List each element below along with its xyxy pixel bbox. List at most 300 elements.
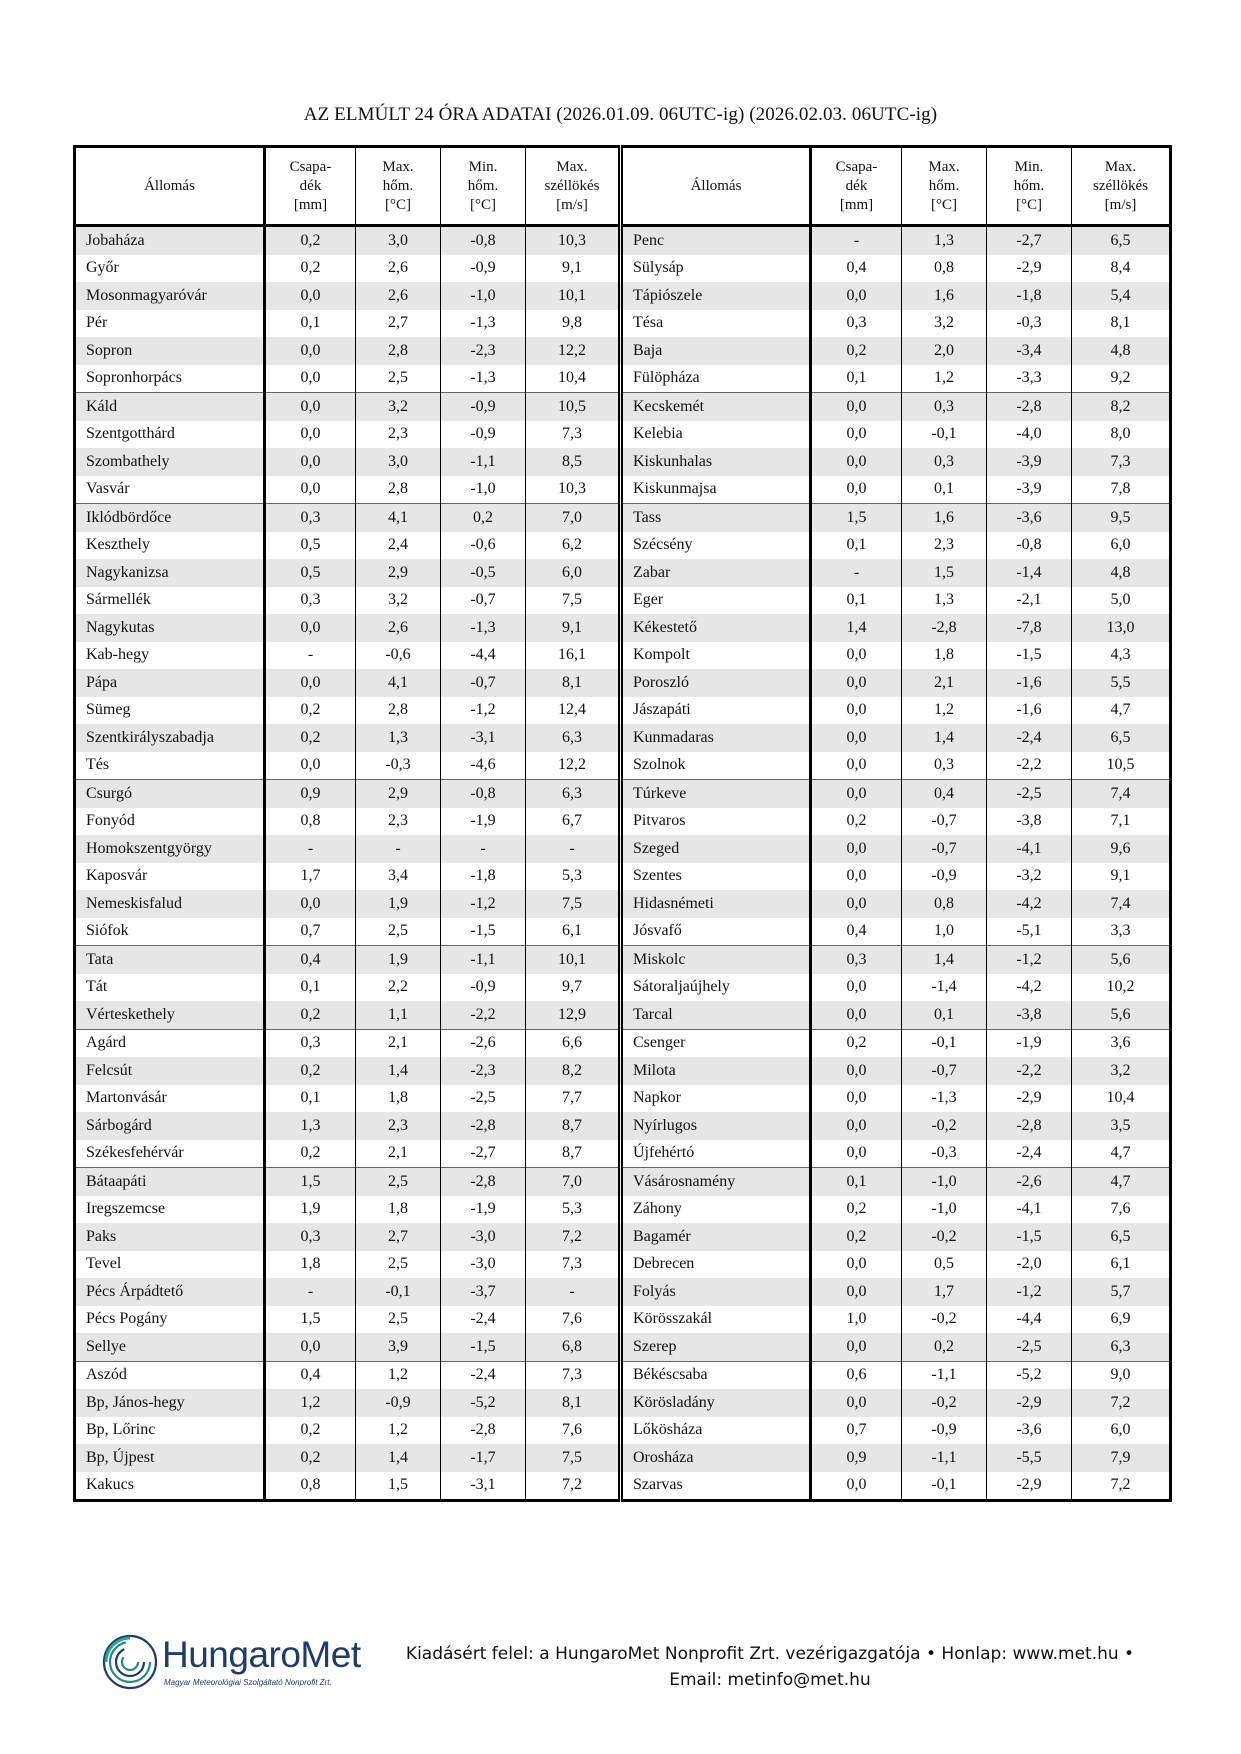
left-precip-value: 0,0 (265, 282, 356, 310)
right-tmax-value: 2,0 (902, 337, 987, 365)
right-station-name: Orosháza (621, 1444, 811, 1472)
right-precip-value: 0,0 (811, 1085, 902, 1113)
right-gust-value: 5,6 (1072, 946, 1171, 974)
header-tmin-right: Min. hőm. [°C] (987, 147, 1072, 226)
left-tmax-value: 1,2 (356, 1417, 441, 1445)
right-gust-value: 6,5 (1072, 724, 1171, 752)
right-precip-value: 0,2 (811, 1223, 902, 1251)
right-gust-value: 4,7 (1072, 1140, 1171, 1168)
right-gust-value: 7,2 (1072, 1389, 1171, 1417)
table-row (75, 310, 1171, 338)
table-row (75, 587, 1171, 615)
right-gust-value: 9,2 (1072, 365, 1171, 393)
table-row (75, 1001, 1171, 1029)
right-station-name: Szerep (621, 1333, 811, 1361)
left-gust-value: 9,7 (526, 974, 621, 1002)
table-row (75, 946, 1171, 974)
right-tmax-value: -1,1 (902, 1361, 987, 1389)
table-row (75, 337, 1171, 365)
right-station-name: Tass (621, 504, 811, 532)
right-tmax-value: 0,3 (902, 448, 987, 476)
left-gust-value: 10,1 (526, 946, 621, 974)
right-tmax-value: -0,3 (902, 1140, 987, 1168)
right-tmax-value: -1,0 (902, 1196, 987, 1224)
left-precip-value: 0,0 (265, 752, 356, 780)
right-gust-value: 6,5 (1072, 1223, 1171, 1251)
left-precip-value: 0,2 (265, 697, 356, 725)
right-tmax-value: 3,2 (902, 310, 987, 338)
left-gust-value: 10,1 (526, 282, 621, 310)
right-tmin-value: -3,2 (987, 863, 1072, 891)
right-precip-value: 0,0 (811, 1112, 902, 1140)
left-tmin-value: -0,8 (441, 780, 526, 808)
left-tmax-value: 2,6 (356, 614, 441, 642)
left-gust-value: 10,3 (526, 476, 621, 504)
table-row (75, 752, 1171, 780)
right-tmax-value: 1,3 (902, 226, 987, 255)
left-tmax-value: 1,8 (356, 1085, 441, 1113)
left-precip-value: 0,8 (265, 1472, 356, 1501)
table-row (75, 282, 1171, 310)
footer-text (390, 1641, 1150, 1693)
left-gust-value: 7,3 (526, 1361, 621, 1389)
right-precip-value: 0,4 (811, 255, 902, 283)
right-tmax-value: -0,7 (902, 835, 987, 863)
right-tmin-value: -2,8 (987, 1112, 1072, 1140)
table-row (75, 1140, 1171, 1168)
right-tmax-value: -0,1 (902, 421, 987, 449)
right-station-name: Szolnok (621, 752, 811, 780)
left-station-name: Iregszemcse (75, 1196, 265, 1224)
left-gust-value: 6,7 (526, 808, 621, 836)
left-station-name: Káld (75, 393, 265, 421)
left-tmin-value: -3,0 (441, 1223, 526, 1251)
right-tmin-value: -2,0 (987, 1251, 1072, 1279)
left-station-name: Paks (75, 1223, 265, 1251)
right-station-name: Miskolc (621, 946, 811, 974)
table-row (75, 780, 1171, 808)
right-precip-value: 0,0 (811, 448, 902, 476)
left-tmin-value: -1,8 (441, 863, 526, 891)
left-station-name: Keszthely (75, 532, 265, 560)
right-precip-value: 0,3 (811, 310, 902, 338)
right-precip-value: 0,7 (811, 1417, 902, 1445)
right-tmax-value: -1,1 (902, 1444, 987, 1472)
left-precip-value: 1,3 (265, 1112, 356, 1140)
right-gust-value: 6,5 (1072, 226, 1171, 255)
right-station-name: Penc (621, 226, 811, 255)
left-tmin-value: -3,1 (441, 724, 526, 752)
left-gust-value: 6,2 (526, 532, 621, 560)
right-tmax-value: 2,1 (902, 669, 987, 697)
footer-line-2: Email: metinfo@met.hu (669, 1670, 871, 1690)
left-tmax-value: 3,2 (356, 587, 441, 615)
left-precip-value: 1,9 (265, 1196, 356, 1224)
right-station-name: Túrkeve (621, 780, 811, 808)
table-row (75, 1168, 1171, 1196)
left-station-name: Szentkirályszabadja (75, 724, 265, 752)
right-tmin-value: -7,8 (987, 614, 1072, 642)
table-row (75, 393, 1171, 421)
left-tmax-value: 2,9 (356, 559, 441, 587)
table-row (75, 1029, 1171, 1057)
right-precip-value: 0,0 (811, 1389, 902, 1417)
right-station-name: Kunmadaras (621, 724, 811, 752)
left-tmax-value: -0,1 (356, 1278, 441, 1306)
left-tmin-value: -0,9 (441, 974, 526, 1002)
left-tmax-value: 2,3 (356, 421, 441, 449)
table-row (75, 1333, 1171, 1361)
table-row (75, 1417, 1171, 1445)
left-tmin-value: -0,5 (441, 559, 526, 587)
right-tmin-value: -3,3 (987, 365, 1072, 393)
left-tmax-value: 3,0 (356, 226, 441, 255)
left-tmin-value: - (441, 835, 526, 863)
right-tmax-value: 0,3 (902, 393, 987, 421)
left-tmin-value: -3,7 (441, 1278, 526, 1306)
right-gust-value: 7,8 (1072, 476, 1171, 504)
left-precip-value: 0,2 (265, 1001, 356, 1029)
right-tmin-value: -4,2 (987, 974, 1072, 1002)
right-tmax-value: -0,2 (902, 1389, 987, 1417)
right-station-name: Vásárosnamény (621, 1168, 811, 1196)
left-precip-value: 1,2 (265, 1389, 356, 1417)
left-gust-value: 9,1 (526, 255, 621, 283)
header-precip-left: Csapa- dék [mm] (265, 147, 356, 226)
left-tmax-value: 4,1 (356, 669, 441, 697)
left-precip-value: 0,2 (265, 1140, 356, 1168)
right-station-name: Baja (621, 337, 811, 365)
right-tmax-value: 0,4 (902, 780, 987, 808)
right-tmax-value: 1,8 (902, 642, 987, 670)
left-gust-value: 7,5 (526, 1444, 621, 1472)
table-row (75, 863, 1171, 891)
left-station-name: Martonvásár (75, 1085, 265, 1113)
left-precip-value: - (265, 1278, 356, 1306)
right-precip-value: 0,1 (811, 532, 902, 560)
right-tmax-value: 1,3 (902, 587, 987, 615)
right-tmax-value: 1,6 (902, 504, 987, 532)
left-station-name: Vasvár (75, 476, 265, 504)
left-tmin-value: -1,3 (441, 365, 526, 393)
right-precip-value: 0,0 (811, 1333, 902, 1361)
left-precip-value: 1,7 (265, 863, 356, 891)
left-gust-value: 6,6 (526, 1029, 621, 1057)
right-precip-value: 0,0 (811, 393, 902, 421)
left-precip-value: 0,5 (265, 532, 356, 560)
right-precip-value: 0,0 (811, 421, 902, 449)
right-precip-value: 0,1 (811, 1168, 902, 1196)
left-gust-value: 7,0 (526, 1168, 621, 1196)
left-gust-value: 10,3 (526, 226, 621, 255)
left-tmin-value: -0,9 (441, 421, 526, 449)
right-gust-value: 6,1 (1072, 1251, 1171, 1279)
left-tmax-value: 1,5 (356, 1472, 441, 1501)
right-tmax-value: 2,3 (902, 532, 987, 560)
right-tmax-value: 1,4 (902, 724, 987, 752)
left-tmin-value: -2,5 (441, 1085, 526, 1113)
right-tmax-value: -0,7 (902, 1057, 987, 1085)
right-tmin-value: -3,6 (987, 1417, 1072, 1445)
left-station-name: Mosonmagyaróvár (75, 282, 265, 310)
table-row (75, 559, 1171, 587)
right-precip-value: 0,0 (811, 890, 902, 918)
right-station-name: Poroszló (621, 669, 811, 697)
left-tmax-value: 3,4 (356, 863, 441, 891)
left-station-name: Sümeg (75, 697, 265, 725)
left-station-name: Siófok (75, 918, 265, 946)
left-tmin-value: -0,9 (441, 255, 526, 283)
left-station-name: Nemeskisfalud (75, 890, 265, 918)
right-gust-value: 3,6 (1072, 1029, 1171, 1057)
left-precip-value: 1,8 (265, 1251, 356, 1279)
left-station-name: Sopronhorpács (75, 365, 265, 393)
left-tmin-value: -1,2 (441, 890, 526, 918)
left-station-name: Sármellék (75, 587, 265, 615)
left-tmax-value: 2,5 (356, 1168, 441, 1196)
left-station-name: Székesfehérvár (75, 1140, 265, 1168)
left-station-name: Pécs Pogány (75, 1306, 265, 1334)
right-gust-value: 3,5 (1072, 1112, 1171, 1140)
left-tmin-value: -1,9 (441, 1196, 526, 1224)
left-station-name: Iklódbördőce (75, 504, 265, 532)
left-precip-value: 0,0 (265, 448, 356, 476)
right-precip-value: 0,6 (811, 1361, 902, 1389)
right-station-name: Folyás (621, 1278, 811, 1306)
right-precip-value: 0,0 (811, 476, 902, 504)
left-station-name: Tata (75, 946, 265, 974)
left-tmax-value: 1,2 (356, 1361, 441, 1389)
right-precip-value: 0,0 (811, 1278, 902, 1306)
right-gust-value: 10,2 (1072, 974, 1171, 1002)
left-gust-value: - (526, 1278, 621, 1306)
right-station-name: Kecskemét (621, 393, 811, 421)
left-tmin-value: -1,0 (441, 476, 526, 504)
right-tmax-value: 0,3 (902, 752, 987, 780)
left-tmax-value: 2,1 (356, 1029, 441, 1057)
right-station-name: Újfehértó (621, 1140, 811, 1168)
right-station-name: Nyírlugos (621, 1112, 811, 1140)
right-gust-value: 9,6 (1072, 835, 1171, 863)
header-gust-left: Max. széllökés [m/s] (526, 147, 621, 226)
left-tmin-value: -0,7 (441, 587, 526, 615)
weather-data-table (73, 145, 1172, 1502)
left-precip-value: 0,9 (265, 780, 356, 808)
right-station-name: Szentes (621, 863, 811, 891)
table-row (75, 1278, 1171, 1306)
left-station-name: Kakucs (75, 1472, 265, 1501)
right-tmax-value: -1,0 (902, 1168, 987, 1196)
left-gust-value: - (526, 835, 621, 863)
left-precip-value: 0,2 (265, 1417, 356, 1445)
left-precip-value: 0,0 (265, 669, 356, 697)
right-gust-value: 5,4 (1072, 282, 1171, 310)
right-tmin-value: -3,8 (987, 1001, 1072, 1029)
left-station-name: Vérteskethely (75, 1001, 265, 1029)
right-precip-value: 0,0 (811, 1472, 902, 1501)
left-tmin-value: -1,2 (441, 697, 526, 725)
left-precip-value: 0,2 (265, 1057, 356, 1085)
right-gust-value: 6,9 (1072, 1306, 1171, 1334)
left-tmin-value: -2,4 (441, 1306, 526, 1334)
left-gust-value: 5,3 (526, 863, 621, 891)
left-gust-value: 7,2 (526, 1472, 621, 1501)
right-tmax-value: 1,2 (902, 697, 987, 725)
table-row (75, 669, 1171, 697)
header-tmax-right: Max. hőm. [°C] (902, 147, 987, 226)
right-precip-value: - (811, 226, 902, 255)
left-tmax-value: 2,5 (356, 918, 441, 946)
right-tmin-value: -3,6 (987, 504, 1072, 532)
right-precip-value: 0,0 (811, 724, 902, 752)
left-station-name: Nagykanizsa (75, 559, 265, 587)
right-tmin-value: -1,6 (987, 697, 1072, 725)
right-precip-value: - (811, 559, 902, 587)
right-station-name: Szarvas (621, 1472, 811, 1501)
right-tmin-value: -5,5 (987, 1444, 1072, 1472)
left-tmax-value: 1,9 (356, 890, 441, 918)
left-station-name: Aszód (75, 1361, 265, 1389)
left-precip-value: - (265, 642, 356, 670)
right-tmax-value: 1,4 (902, 946, 987, 974)
right-gust-value: 6,3 (1072, 1333, 1171, 1361)
left-gust-value: 6,1 (526, 918, 621, 946)
table-row (75, 448, 1171, 476)
right-tmin-value: -1,9 (987, 1029, 1072, 1057)
left-tmax-value: 1,3 (356, 724, 441, 752)
left-tmin-value: -0,7 (441, 669, 526, 697)
right-tmax-value: -0,2 (902, 1306, 987, 1334)
right-gust-value: 5,7 (1072, 1278, 1171, 1306)
left-station-name: Győr (75, 255, 265, 283)
table-row (75, 532, 1171, 560)
left-precip-value: 0,1 (265, 974, 356, 1002)
table-row (75, 724, 1171, 752)
right-gust-value: 7,4 (1072, 890, 1171, 918)
right-tmin-value: -2,5 (987, 780, 1072, 808)
left-station-name: Homokszentgyörgy (75, 835, 265, 863)
right-station-name: Fülöpháza (621, 365, 811, 393)
right-tmin-value: -4,0 (987, 421, 1072, 449)
right-precip-value: 0,0 (811, 642, 902, 670)
left-tmax-value: 2,5 (356, 1306, 441, 1334)
right-tmax-value: 0,8 (902, 890, 987, 918)
right-gust-value: 3,3 (1072, 918, 1171, 946)
right-precip-value: 0,9 (811, 1444, 902, 1472)
header-precip-right: Csapa- dék [mm] (811, 147, 902, 226)
left-tmin-value: -2,6 (441, 1029, 526, 1057)
right-tmax-value: -0,2 (902, 1112, 987, 1140)
right-precip-value: 0,0 (811, 863, 902, 891)
left-tmax-value: 2,1 (356, 1140, 441, 1168)
right-tmin-value: -0,3 (987, 310, 1072, 338)
left-tmax-value: 2,7 (356, 1223, 441, 1251)
right-gust-value: 9,0 (1072, 1361, 1171, 1389)
right-station-name: Záhony (621, 1196, 811, 1224)
left-gust-value: 12,2 (526, 752, 621, 780)
right-tmax-value: 1,7 (902, 1278, 987, 1306)
right-tmax-value: -0,7 (902, 808, 987, 836)
left-station-name: Szombathely (75, 448, 265, 476)
left-station-name: Kab-hegy (75, 642, 265, 670)
right-gust-value: 6,0 (1072, 532, 1171, 560)
right-station-name: Milota (621, 1057, 811, 1085)
right-tmin-value: -4,1 (987, 835, 1072, 863)
right-tmin-value: -3,9 (987, 476, 1072, 504)
left-precip-value: 0,0 (265, 614, 356, 642)
left-station-name: Kaposvár (75, 863, 265, 891)
left-tmin-value: -1,0 (441, 282, 526, 310)
left-tmax-value: 2,9 (356, 780, 441, 808)
left-precip-value: 0,3 (265, 1029, 356, 1057)
right-precip-value: 0,2 (811, 1196, 902, 1224)
left-tmax-value: 1,8 (356, 1196, 441, 1224)
left-precip-value: 0,1 (265, 1085, 356, 1113)
left-tmax-value: -0,6 (356, 642, 441, 670)
right-gust-value: 7,3 (1072, 448, 1171, 476)
header-gust-right: Max. széllökés [m/s] (1072, 147, 1171, 226)
right-tmax-value: 0,8 (902, 255, 987, 283)
left-precip-value: 0,2 (265, 724, 356, 752)
right-station-name: Kiskunhalas (621, 448, 811, 476)
right-tmin-value: -4,1 (987, 1196, 1072, 1224)
left-tmin-value: -1,5 (441, 918, 526, 946)
left-gust-value: 7,0 (526, 504, 621, 532)
right-gust-value: 13,0 (1072, 614, 1171, 642)
left-tmax-value: 3,2 (356, 393, 441, 421)
right-station-name: Hidasnémeti (621, 890, 811, 918)
left-precip-value: 1,5 (265, 1168, 356, 1196)
right-tmin-value: -2,6 (987, 1168, 1072, 1196)
left-gust-value: 9,8 (526, 310, 621, 338)
left-gust-value: 6,3 (526, 724, 621, 752)
table-row (75, 1472, 1171, 1501)
right-tmin-value: -2,8 (987, 393, 1072, 421)
left-station-name: Tát (75, 974, 265, 1002)
table-row (75, 226, 1171, 255)
left-station-name: Tés (75, 752, 265, 780)
right-tmax-value: -0,9 (902, 863, 987, 891)
right-precip-value: 0,0 (811, 1001, 902, 1029)
right-gust-value: 4,8 (1072, 559, 1171, 587)
right-tmin-value: -1,8 (987, 282, 1072, 310)
table-row (75, 835, 1171, 863)
table-row (75, 1057, 1171, 1085)
right-precip-value: 0,0 (811, 974, 902, 1002)
right-gust-value: 3,2 (1072, 1057, 1171, 1085)
right-station-name: Körösladány (621, 1389, 811, 1417)
right-station-name: Bagamér (621, 1223, 811, 1251)
left-precip-value: - (265, 835, 356, 863)
right-precip-value: 0,0 (811, 1251, 902, 1279)
right-precip-value: 0,0 (811, 1057, 902, 1085)
page-title: AZ ELMÚLT 24 ÓRA ADATAI (2026.01.09. 06UTC-ig) (2026.02.03. 06UTC-ig) (303, 104, 938, 125)
left-station-name: Felcsút (75, 1057, 265, 1085)
right-station-name: Jászapáti (621, 697, 811, 725)
left-gust-value: 8,1 (526, 1389, 621, 1417)
right-precip-value: 1,5 (811, 504, 902, 532)
table-row (75, 504, 1171, 532)
left-tmin-value: 0,2 (441, 504, 526, 532)
left-precip-value: 0,0 (265, 421, 356, 449)
left-gust-value: 9,1 (526, 614, 621, 642)
left-tmax-value: 3,9 (356, 1333, 441, 1361)
left-tmax-value: 1,4 (356, 1444, 441, 1472)
header-row (75, 147, 1171, 226)
right-precip-value: 0,0 (811, 282, 902, 310)
right-gust-value: 8,4 (1072, 255, 1171, 283)
right-tmin-value: -5,2 (987, 1361, 1072, 1389)
